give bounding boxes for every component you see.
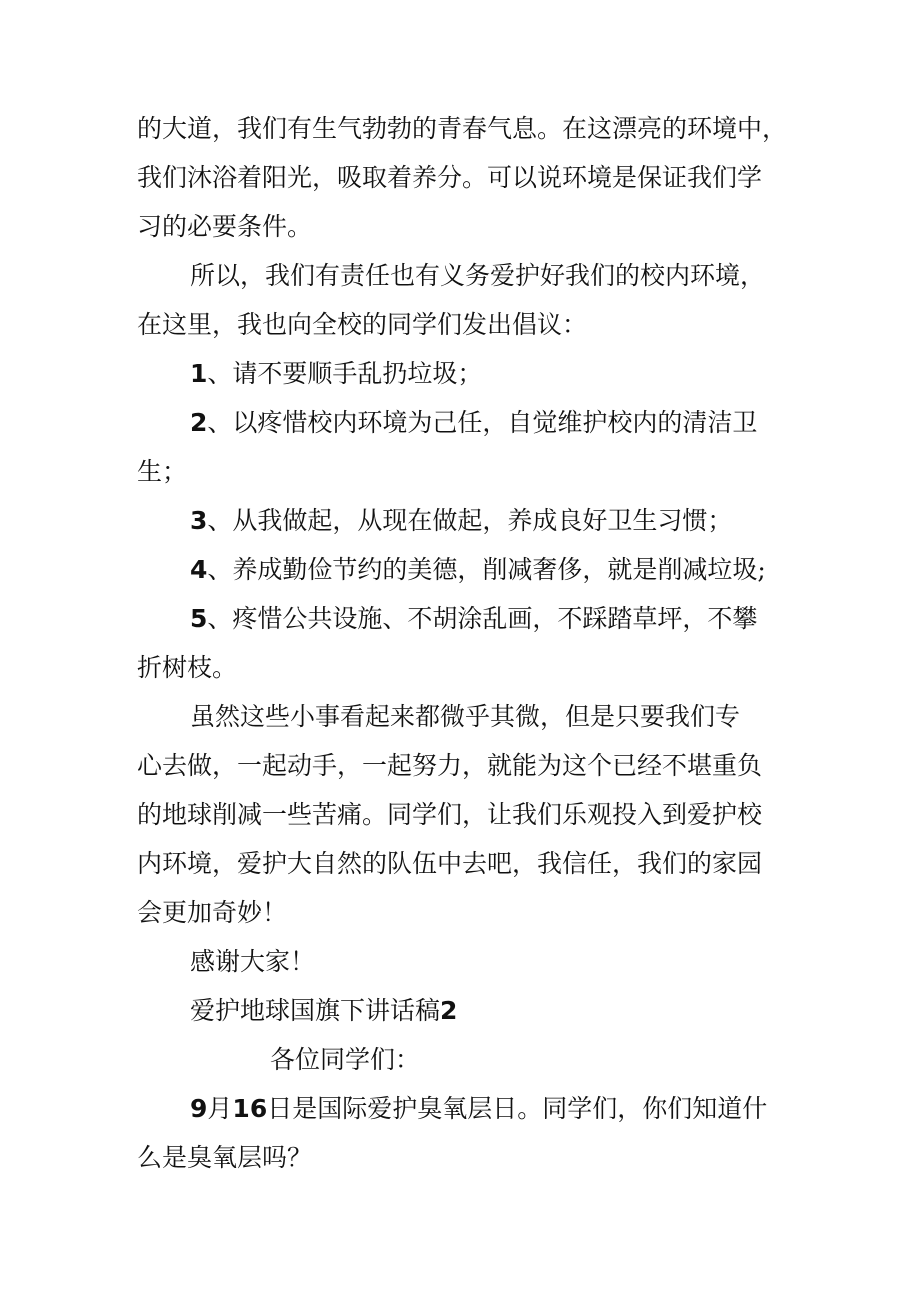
- thanks-line: 感谢大家！: [190, 947, 316, 976]
- proposal-item-3: [137, 496, 787, 545]
- item-number: 5: [190, 604, 208, 633]
- paragraph-line: 生；: [137, 457, 188, 486]
- paragraph-line: 内环境，爱护大自然的队伍中去吧，我信任，我们的家园: [137, 849, 763, 878]
- paragraph-line: 么是臭氧层吗？: [137, 1143, 313, 1172]
- paragraph-line: 的大道，我们有生气勃勃的青春气息。在这漂亮的环境中，: [137, 114, 788, 143]
- date-month-number: 9: [190, 1094, 208, 1123]
- item-number: 2: [190, 408, 208, 437]
- date-rest-text: 日是国际爱护臭氧层日。同学们，你们知道什: [267, 1094, 768, 1123]
- item-text: 、从我做起，从现在做起，养成良好卫生习惯；: [207, 506, 733, 535]
- section-number: 2: [440, 996, 458, 1025]
- paragraph-line: 所以，我们有责任也有义务爱护好我们的校内环境，: [190, 261, 766, 290]
- paragraph-line: 心去做，一起动手，一起努力，就能为这个已经不堪重负: [137, 751, 763, 780]
- paragraph-line: 折树枝。: [137, 653, 238, 682]
- paragraph-line: 的地球削减一些苦痛。同学们，让我们乐观投入到爱护校: [137, 800, 763, 829]
- salutation: 各位同学们：: [270, 1045, 421, 1074]
- section-title: [137, 986, 787, 1035]
- date-month-text: 月: [207, 1094, 233, 1123]
- item-text: 、请不要顺手乱扔垃圾；: [207, 359, 483, 388]
- paragraph-line: 在这里，我也向全校的同学们发出倡议：: [137, 310, 588, 339]
- paragraph-line: [137, 1084, 787, 1133]
- proposal-item-5: [137, 594, 787, 643]
- section-title-text: 爱护地球国旗下讲话稿: [190, 996, 441, 1025]
- item-text: 、疼惜公共设施、不胡涂乱画，不踩踏草坪，不攀: [207, 604, 758, 633]
- paragraph-line: 我们沐浴着阳光，吸取着养分。可以说环境是保证我们学: [137, 163, 763, 192]
- item-text: 、以疼惜校内环境为己任，自觉维护校内的清洁卫: [207, 408, 758, 437]
- paragraph-line: 习的必要条件。: [137, 212, 313, 241]
- document-body: [137, 104, 787, 1182]
- date-day-number: 16: [232, 1094, 268, 1123]
- item-text: 、养成勤俭节约的美德，削减奢侈，就是削减垃圾;: [207, 555, 766, 584]
- proposal-item-2: [137, 398, 787, 447]
- proposal-item-4: [137, 545, 787, 594]
- proposal-item-1: [137, 349, 787, 398]
- paragraph-line: 会更加奇妙！: [137, 898, 288, 927]
- item-number: 3: [190, 506, 208, 535]
- paragraph-line: 虽然这些小事看起来都微乎其微，但是只要我们专: [190, 702, 741, 731]
- item-number: 4: [190, 555, 208, 584]
- item-number: 1: [190, 359, 208, 388]
